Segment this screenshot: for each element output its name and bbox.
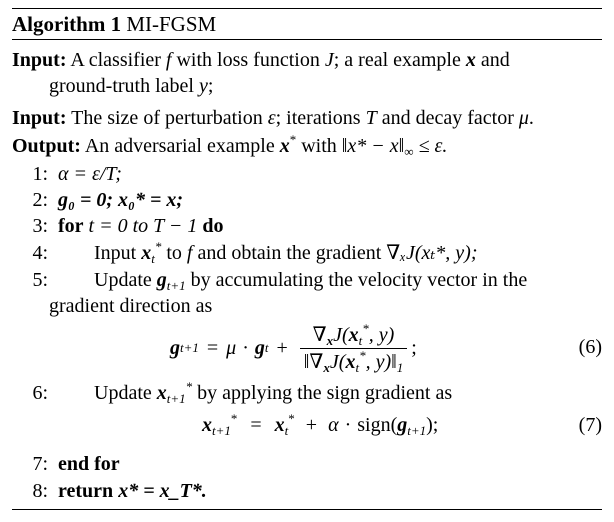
math-mu: μ xyxy=(518,107,529,129)
step-8 xyxy=(12,479,602,503)
step-number: 8: xyxy=(32,480,48,502)
input-text: with loss function xyxy=(176,49,320,71)
output-text: An adversarial example xyxy=(84,135,275,157)
math-f: f xyxy=(165,49,172,71)
step-2 xyxy=(12,188,602,212)
input-line-1 xyxy=(12,48,602,72)
input-text: and xyxy=(480,49,510,71)
output-text: with xyxy=(301,135,337,157)
step-number: 2: xyxy=(32,189,48,211)
math-epsilon: ε xyxy=(267,107,276,129)
output-keyword: Output: xyxy=(12,135,81,157)
step-4 xyxy=(12,241,602,265)
input-line-1-cont xyxy=(12,74,614,98)
math-xt-star: $x_t^*$ xyxy=(141,239,162,266)
step-text: by applying the sign gradient as xyxy=(197,382,453,404)
step-number: 6: xyxy=(32,382,48,404)
step-text: x* = x_T*. xyxy=(118,480,207,502)
equation-7 xyxy=(12,412,602,442)
step-number: 7: xyxy=(32,453,48,475)
step-text: t = 0 to T − 1 xyxy=(88,215,198,237)
math-inf: ∞ xyxy=(404,144,414,159)
input-keyword: Input: xyxy=(12,49,67,71)
input-text: and decay factor xyxy=(381,107,514,129)
input-text: ; iterations xyxy=(275,107,361,129)
input-text: The size of perturbation xyxy=(71,107,263,129)
top-rule xyxy=(12,8,602,9)
step-text: to xyxy=(166,242,182,264)
punct: ; xyxy=(207,75,214,97)
step-text: by accumulating the velocity vector in the xyxy=(190,269,528,291)
title-rule xyxy=(12,39,602,40)
math-gradient: ∇ₓJ(xₜ*, y); xyxy=(386,242,478,264)
step-text: Input xyxy=(94,242,137,264)
step-number: 1: xyxy=(32,163,48,185)
step-3 xyxy=(12,214,602,238)
step-text: and obtain the gradient xyxy=(197,242,382,264)
equation-6-body: g t+1 = μ · g t + $\frac{\nabla_xJ(x_t^*, y)}{‖\nabla_xJ(x_t^*, y)‖_1}$ ; xyxy=(170,320,417,375)
step-5 xyxy=(12,268,602,292)
step-text: g₀ = 0; x₀* = x; xyxy=(58,189,184,211)
bottom-rule xyxy=(12,509,602,510)
math-y: y xyxy=(198,75,208,97)
keyword-for: for xyxy=(58,215,84,237)
keyword-return: return xyxy=(58,480,114,502)
step-text: gradient direction as xyxy=(49,295,213,317)
keyword-do: do xyxy=(202,215,224,237)
equation-number: (6) xyxy=(578,336,602,358)
step-text: α = ε/T; xyxy=(58,163,122,185)
input-text: ; a real example xyxy=(333,49,461,71)
gradient-fraction: $\frac{\nabla_xJ(x_t^*, y)}{‖\nabla_xJ(x_t^*, y)‖_1}$ xyxy=(300,324,407,373)
step-number: 3: xyxy=(32,215,48,237)
equation-number: (7) xyxy=(578,414,602,436)
math-x-t1-star: $x_{t+1}^*$ xyxy=(156,379,193,406)
equation-7-body: $x_{t+1}^* = x_t^* + \alpha$ · $sign(g_{t+1})$; xyxy=(202,411,439,438)
algorithm-name: MI-FGSM xyxy=(126,12,217,36)
output-line xyxy=(12,134,602,158)
step-1 xyxy=(12,162,602,186)
input-line-2 xyxy=(12,106,602,130)
step-text: Update xyxy=(94,382,152,404)
math-x: x xyxy=(279,135,290,157)
step-number: 4: xyxy=(32,242,48,264)
algorithm-label: Algorithm 1 xyxy=(12,12,122,36)
algorithm-title xyxy=(12,12,602,36)
math-J: J xyxy=(324,49,334,71)
math-norm: ‖x* − x‖ xyxy=(341,135,405,157)
math-leq: ≤ ε. xyxy=(418,135,448,157)
step-6 xyxy=(12,381,602,405)
punct: . xyxy=(528,107,534,129)
step-number: 5: xyxy=(32,269,48,291)
math-x: x xyxy=(465,49,476,71)
equation-6 xyxy=(12,320,602,376)
input-keyword: Input: xyxy=(12,107,67,129)
math-f: f xyxy=(186,242,193,264)
input-text: ground-truth label xyxy=(49,75,194,97)
keyword-end-for: end for xyxy=(58,453,120,475)
math-T: T xyxy=(365,107,377,129)
step-7 xyxy=(12,452,602,476)
math-g-t1: $g_{t+1}$ xyxy=(156,269,186,293)
step-text: Update xyxy=(94,269,152,291)
step-5-cont xyxy=(12,294,614,318)
math-star: * xyxy=(289,132,297,147)
input-text: A classifier xyxy=(70,49,161,71)
